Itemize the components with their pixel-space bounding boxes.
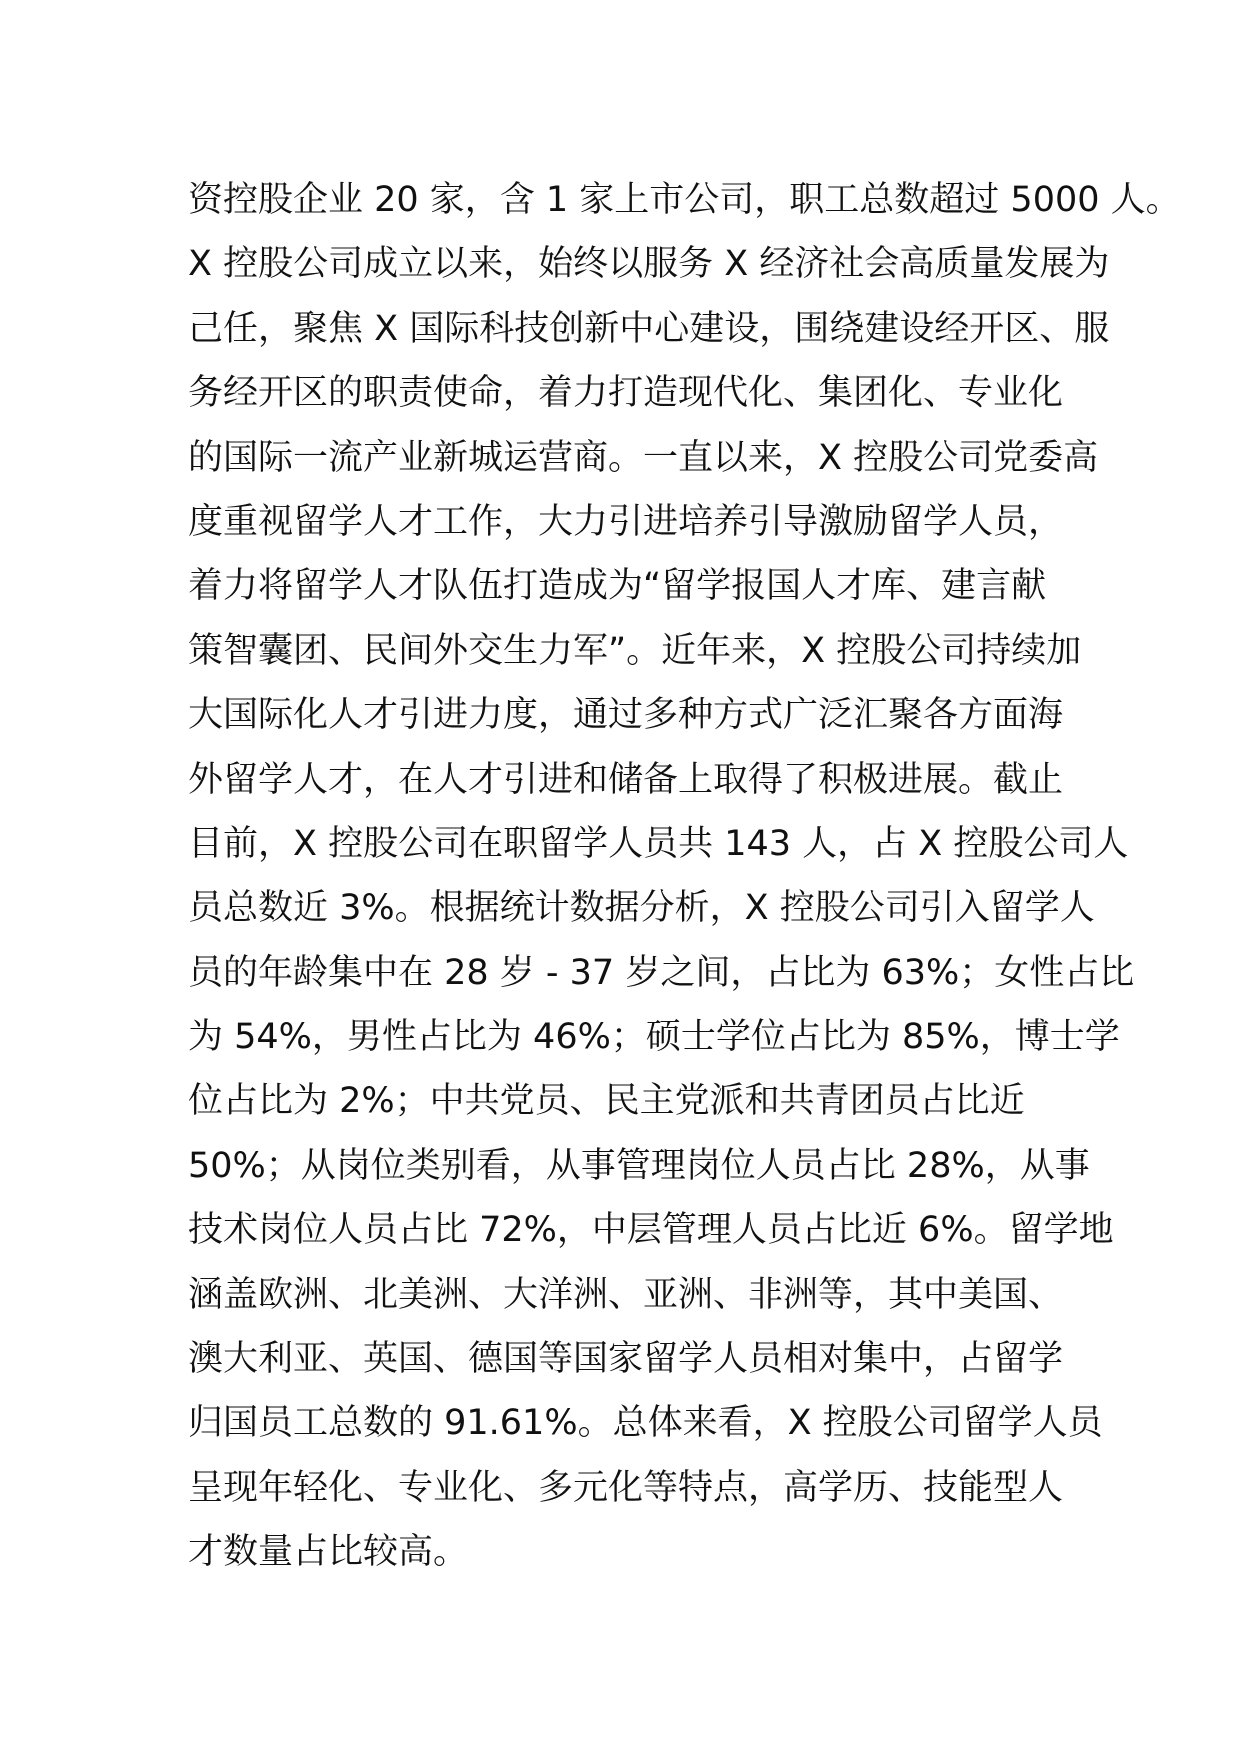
text-line: 的国际一流产业新城运营商。一直以来，X 控股公司党委高 [188,437,1099,478]
text-line: 员总数近 3%。根据统计数据分析，X 控股公司引入留学人 [188,888,1095,929]
text-line: 外留学人才，在人才引进和储备上取得了积极进展。截止 [188,759,1064,800]
text-line: 归国员工总数的 91.61%。总体来看，X 控股公司留学人员 [188,1403,1103,1444]
text-line: 涵盖欧洲、北美洲、大洋洲、亚洲、非洲等，其中美国、 [188,1274,1064,1315]
body-paragraph [188,168,1181,1585]
text-line: 大国际化人才引进力度，通过多种方式广泛汇聚各方面海 [188,695,1064,736]
text-line: 技术岗位人员占比 72%，中层管理人员占比近 6%。留学地 [188,1210,1114,1251]
text-line: 着力将留学人才队伍打造成为“留学报国人才库、建言献 [188,566,1047,607]
text-line: 澳大利亚、英国、德国等国家留学人员相对集中，占留学 [188,1339,1064,1380]
text-line: 才数量占比较高。 [188,1532,469,1573]
text-line: 员的年龄集中在 28 岁 - 37 岁之间，占比为 63%；女性占比 [188,952,1135,993]
text-line: 50%；从岗位类别看，从事管理岗位人员占比 28%，从事 [188,1145,1090,1186]
text-line: 务经开区的职责使命，着力打造现代化、集团化、专业化 [188,373,1064,414]
text-line: 己任，聚焦 X 国际科技创新中心建设，围绕建设经开区、服 [188,308,1110,349]
text-line: X 控股公司成立以来，始终以服务 X 经济社会高质量发展为 [188,244,1110,285]
text-line: 资控股企业 20 家，含 1 家上市公司，职工总数超过 5000 人。 [188,180,1181,220]
text-line: 度重视留学人才工作，大力引进培养引导激励留学人员， [188,501,1064,542]
text-line: 呈现年轻化、专业化、多元化等特点，高学历、技能型人 [188,1467,1064,1508]
text-line: 为 54%，男性占比为 46%；硕士学位占比为 85%，博士学 [188,1017,1120,1058]
text-line: 策智囊团、民间外交生力军”。近年来，X 控股公司持续加 [188,630,1082,671]
text-line: 目前，X 控股公司在职留学人员共 143 人，占 X 控股公司人 [188,823,1129,864]
text-line: 位占比为 2%；中共党员、民主党派和共青团员占比近 [188,1081,1025,1122]
